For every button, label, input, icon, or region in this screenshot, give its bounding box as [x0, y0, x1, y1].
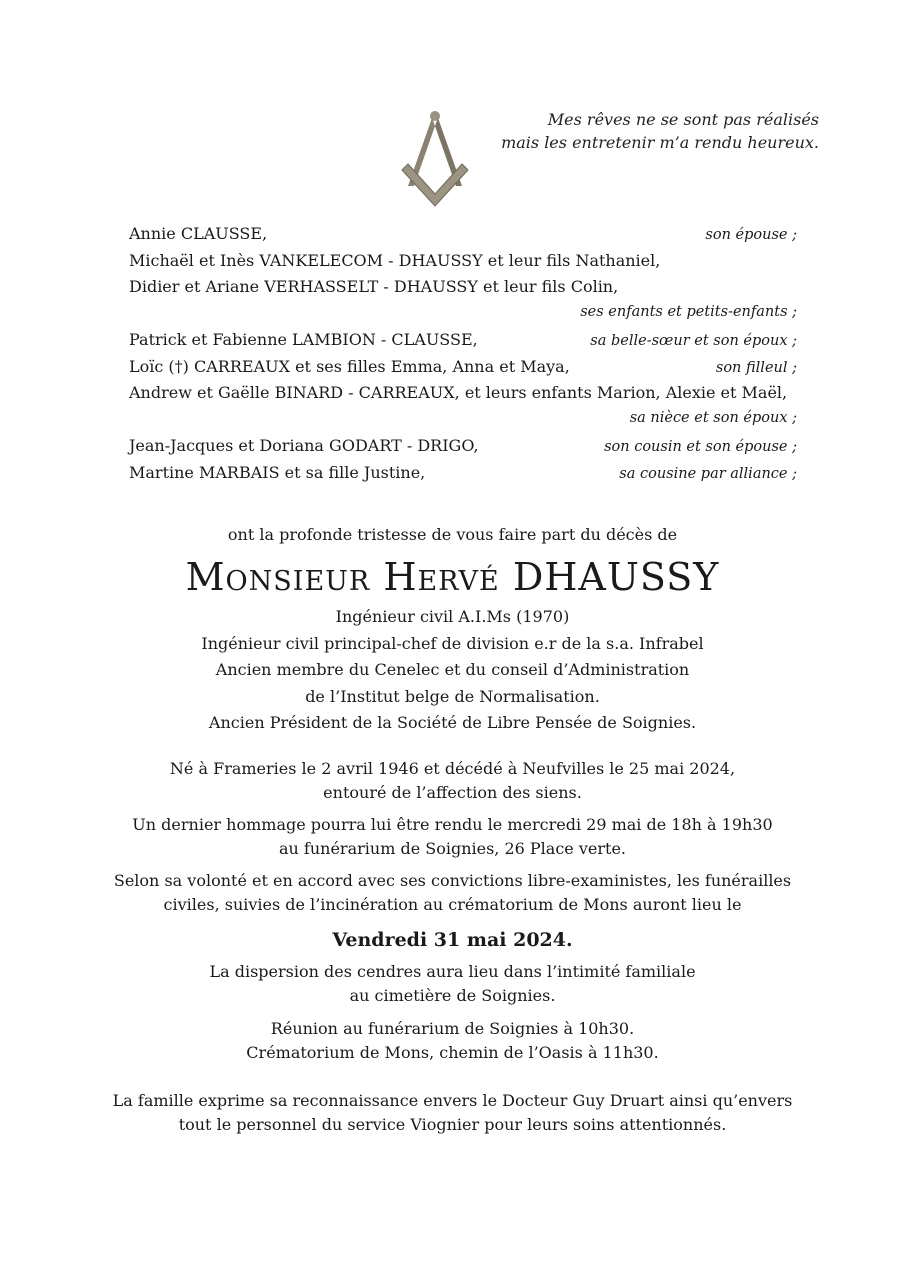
paragraph-line: La dispersion des cendres aura lieu dans l’intimité familiale — [209, 962, 696, 981]
family-name: Didier et Ariane VERHASSELT - DHAUSSY et leur fils Colin, — [129, 277, 619, 296]
family-row — [129, 436, 797, 463]
family-name: Jean-Jacques et Doriana GODART - DRIGO, — [129, 436, 479, 455]
paragraph-line: tout le personnel du service Viognier pour leurs soins attentionnés. — [178, 1115, 727, 1134]
family-row — [129, 357, 797, 384]
thanks-paragraph — [0, 1089, 905, 1137]
family-row — [129, 251, 797, 278]
family-row — [129, 304, 797, 331]
family-name: Annie CLAUSSE, — [129, 224, 268, 243]
epigraph-quote — [459, 108, 819, 154]
paragraph-line: La famille exprime sa reconnaissance envers le Docteur Guy Druart ainsi qu’envers — [112, 1091, 793, 1110]
family-name: Martine MARBAIS et sa fille Justine, — [129, 462, 426, 482]
paragraph-line: Un dernier hommage pourra lui être rendu le mercredi 29 mai de 18h à 19h30 — [132, 815, 773, 834]
family-relation: sa cousine par alliance ; — [619, 465, 797, 482]
deceased-titles — [0, 604, 905, 737]
announcement-intro: ont la profonde tristesse de vous faire part du décès de — [227, 525, 678, 544]
family-row — [129, 463, 797, 490]
paragraph-line: Crématorium de Mons, chemin de l’Oasis à 11h30. — [246, 1043, 659, 1062]
title-line: Ancien membre du Cenelec et du conseil d’Administration — [215, 660, 690, 679]
family-row — [129, 224, 797, 251]
family-name: Patrick et Fabienne LAMBION - CLAUSSE, — [129, 330, 478, 349]
tribute-paragraph — [0, 813, 905, 861]
title-line: Ancien Président de la Société de Libre Pensée de Soignies. — [208, 713, 697, 732]
paragraph-line: Selon sa volonté et en accord avec ses convictions libre-exaministes, les funérailles — [113, 871, 792, 890]
family-list — [129, 224, 797, 489]
funeral-date: Vendredi 31 mai 2024. — [332, 929, 573, 951]
funeral-paragraph — [0, 869, 905, 917]
family-relation: ses enfants et petits-enfants ; — [580, 303, 797, 320]
title-line: Ingénieur civil A.I.Ms (1970) — [335, 607, 570, 626]
paragraph-line: civiles, suivies de l’incinération au crématorium de Mons auront lieu le — [163, 895, 742, 914]
paragraph-line: au funérarium de Soignies, 26 Place verte. — [279, 839, 626, 858]
title-line: de l’Institut belge de Normalisation. — [305, 686, 600, 706]
paragraph-line: entouré de l’affection des siens. — [323, 783, 582, 802]
paragraph-line: Réunion au funérarium de Soignies à 10h30. — [270, 1019, 635, 1038]
paragraph-line: au cimetière de Soignies. — [349, 986, 556, 1005]
ashes-paragraph — [0, 960, 905, 1008]
family-relation: sa belle-sœur et son époux ; — [590, 333, 797, 349]
title-line: Ingénieur civil principal-chef de division e.r de la s.a. Infrabel — [201, 633, 704, 653]
family-row — [129, 277, 797, 304]
birth-death-paragraph — [0, 757, 905, 805]
family-relation: son cousin et son épouse ; — [604, 439, 797, 455]
family-relation: sa nièce et son époux ; — [629, 409, 797, 426]
family-row — [129, 410, 797, 437]
paragraph-line: Né à Frameries le 2 avril 1946 et décédé à Neufvilles le 25 mai 2024, — [169, 759, 736, 778]
family-row — [129, 383, 797, 410]
deceased-name: Monsieur Hervé DHAUSSY — [185, 555, 720, 599]
family-row — [129, 330, 797, 357]
meeting-paragraph — [0, 1017, 905, 1065]
quote-line: Mes rêves ne se sont pas réalisés — [547, 110, 819, 129]
family-relation: son épouse ; — [705, 227, 797, 243]
quote-line: mais les entretenir m’a rendu heureux. — [501, 133, 819, 152]
family-relation: son filleul ; — [715, 359, 797, 376]
family-name: Michaël et Inès VANKELECOM - DHAUSSY et leur fils Nathaniel, — [129, 250, 661, 270]
family-name: Andrew et Gaëlle BINARD - CARREAUX, et leurs enfants Marion, Alexie et Maël, — [129, 383, 788, 402]
family-name: Loïc (†) CARREAUX et ses filles Emma, Anna et Maya, — [129, 356, 570, 376]
